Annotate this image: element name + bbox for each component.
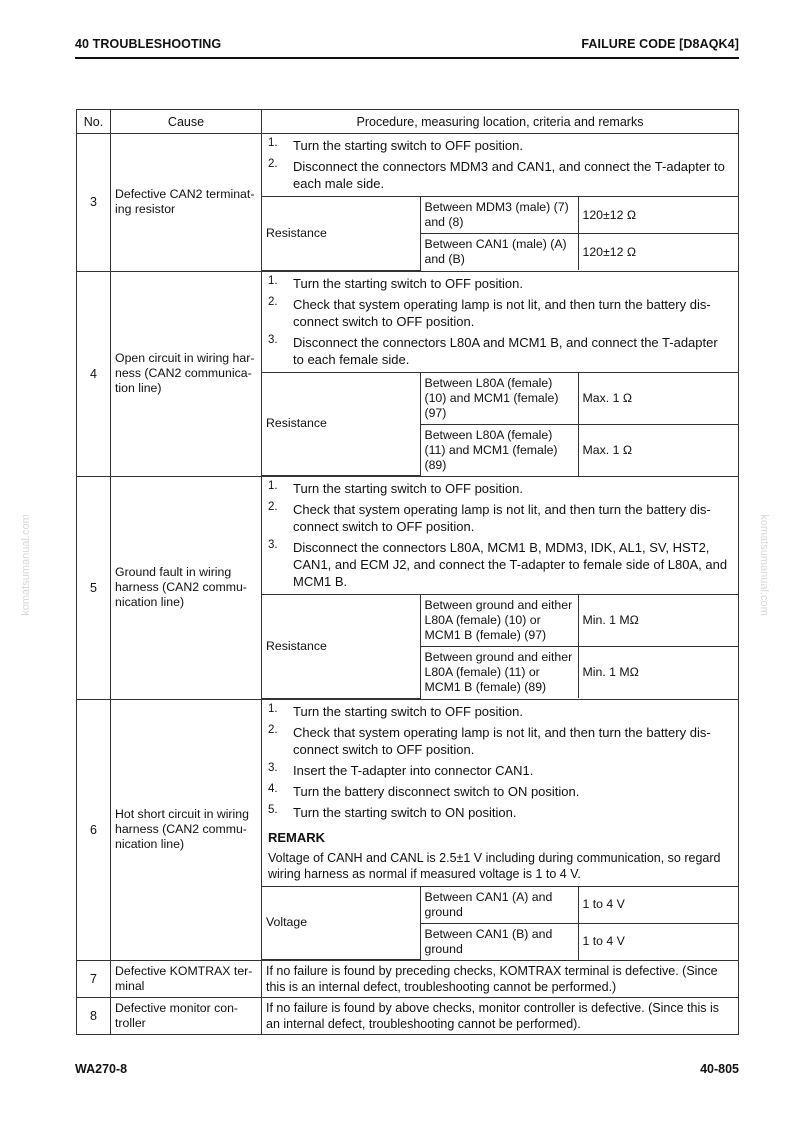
step-number: 3. (268, 761, 278, 774)
row-number: 3 (77, 134, 111, 272)
procedure-step (268, 275, 732, 292)
step-text: Insert the T-adapter into connector CAN1. (293, 762, 534, 778)
step-number: 3. (268, 539, 278, 551)
row-cause: Open circuit in wiring har-ness (CAN2 communica-tion line) (111, 271, 262, 477)
measurement-criteria: 120±12 Ω (578, 234, 738, 271)
table-row (77, 998, 739, 1035)
remark-heading: REMARK (268, 829, 326, 845)
page-number: 40-805 (700, 1062, 739, 1076)
row-cause: Hot short circuit in wiring harness (CAN2 commu-nication line) (111, 699, 262, 961)
step-number: 2. (268, 501, 278, 513)
procedure-step (268, 137, 732, 154)
measurement-label: Voltage (262, 886, 420, 960)
step-number: 1. (268, 480, 278, 492)
step-text: Check that system operating lamp is not lit, and then turn the battery dis-connect switch to OFF position. (293, 296, 711, 329)
step-number: 2. (268, 723, 278, 736)
procedure-step (268, 501, 732, 535)
row-number: 5 (77, 477, 111, 700)
row-procedure (262, 961, 739, 998)
step-number: 4. (268, 782, 278, 795)
measurement-location: Between ground and either L80A (female) (11) or MCM1 B (female) (89) (420, 647, 578, 699)
measurement-criteria: Min. 1 MΩ (578, 595, 738, 647)
column-header-no: No. (77, 110, 111, 134)
step-text: Turn the starting switch to ON position. (293, 804, 517, 820)
measurement-location: Between ground and either L80A (female) (10) or MCM1 B (female) (97) (420, 595, 578, 647)
measurement-label: Resistance (262, 372, 420, 476)
watermark-left: komatsumanual.com (20, 514, 32, 616)
table-row (77, 271, 739, 477)
page-footer (75, 1062, 739, 1076)
measurement-label: Resistance (262, 595, 420, 699)
row-procedure (262, 477, 739, 700)
row-number: 6 (77, 699, 111, 961)
procedure-step (268, 703, 732, 720)
section-title: 40 TROUBLESHOOTING (75, 37, 222, 51)
procedure-step (268, 762, 732, 779)
step-number: 2. (268, 158, 278, 170)
table-row (77, 477, 739, 700)
row-number: 8 (77, 998, 111, 1035)
step-text: Turn the starting switch to OFF position. (293, 703, 523, 719)
table-row (77, 699, 739, 961)
model-number: WA270-8 (75, 1062, 128, 1076)
procedure-step (268, 783, 732, 800)
step-text: Turn the starting switch to OFF position. (293, 481, 523, 496)
procedure-step (268, 480, 732, 497)
failure-code-title: FAILURE CODE [D8AQK4] (581, 37, 739, 51)
measurement-table (262, 886, 738, 961)
measurement-criteria: 120±12 Ω (578, 197, 738, 234)
step-text: Turn the starting switch to OFF position. (293, 138, 523, 153)
watermark-right: komatsumanual.com (758, 514, 770, 616)
row-number: 7 (77, 961, 111, 998)
measurement-table (262, 196, 738, 271)
step-text: Check that system operating lamp is not lit, and then turn the battery dis-connect switch to OFF position. (293, 502, 711, 534)
step-number: 2. (268, 295, 278, 308)
measurement-location: Between L80A (female) (10) and MCM1 (female) (97) (420, 372, 578, 424)
measurement-location: Between CAN1 (B) and ground (420, 923, 578, 960)
step-number: 3. (268, 333, 278, 346)
measurement-criteria: Min. 1 MΩ (578, 647, 738, 699)
row-procedure (262, 998, 739, 1035)
step-number: 1. (268, 137, 278, 149)
procedure-step (268, 158, 732, 192)
step-text: Disconnect the connectors L80A and MCM1 B, and connect the T-adapter to each female side. (293, 334, 718, 367)
row-cause: Defective CAN2 terminat-ing resistor (111, 134, 262, 272)
column-header-cause: Cause (111, 110, 262, 134)
procedure-step (268, 296, 732, 330)
step-text: Turn the starting switch to OFF position. (293, 275, 523, 291)
measurement-table (262, 372, 738, 477)
measurement-location: Between L80A (female) (11) and MCM1 (female) (89) (420, 424, 578, 476)
row-number: 4 (77, 271, 111, 477)
measurement-label: Resistance (262, 197, 420, 271)
row-cause: Ground fault in wiring harness (CAN2 commu-nication line) (111, 477, 262, 700)
measurement-table (262, 594, 738, 699)
step-number: 5. (268, 803, 278, 816)
row-cause: Defective monitor con-troller (111, 998, 262, 1035)
column-header-procedure: Procedure, measuring location, criteria and remarks (262, 110, 739, 134)
measurement-location: Between MDM3 (male) (7) and (8) (420, 197, 578, 234)
measurement-criteria: Max. 1 Ω (578, 424, 738, 476)
row-cause: Defective KOMTRAX ter-minal (111, 961, 262, 998)
remark-text: Voltage of CANH and CANL is 2.5±1 V including during communication, so regard wiring harness as normal if measured voltage is 1 to 4 V. (268, 850, 721, 881)
table-header-row (77, 110, 739, 134)
measurement-criteria: 1 to 4 V (578, 923, 738, 960)
row-procedure (262, 134, 739, 272)
procedure-step (268, 724, 732, 758)
procedure-step (268, 334, 732, 368)
measurement-location: Between CAN1 (male) (A) and (B) (420, 234, 578, 271)
step-text: Check that system operating lamp is not lit, and then turn the battery dis-connect switch to OFF position. (293, 724, 711, 757)
troubleshooting-table (76, 109, 739, 1035)
step-text: Disconnect the connectors L80A, MCM1 B, MDM3, IDK, AL1, SV, HST2, CAN1, and ECM J2, and connect the T-adapter to female side of L80A, and MCM1 B. (293, 540, 728, 589)
table-row (77, 134, 739, 272)
step-text: Turn the battery disconnect switch to ON position. (293, 783, 580, 799)
row-procedure (262, 699, 739, 961)
page-header (75, 37, 739, 59)
step-number: 1. (268, 702, 278, 715)
measurement-criteria: Max. 1 Ω (578, 372, 738, 424)
step-text: Disconnect the connectors MDM3 and CAN1, and connect the T-adapter to each male side. (293, 159, 725, 191)
procedure-text: If no failure is found by above checks, monitor controller is defective. (Since this is an internal defect, troubleshooting cannot be performed). (266, 1001, 719, 1031)
row-procedure (262, 271, 739, 477)
procedure-step (268, 804, 732, 821)
measurement-criteria: 1 to 4 V (578, 886, 738, 923)
procedure-step (268, 539, 732, 590)
measurement-location: Between CAN1 (A) and ground (420, 886, 578, 923)
step-number: 1. (268, 274, 278, 287)
procedure-text: If no failure is found by preceding checks, KOMTRAX terminal is defective. (Since this is an internal defect, troubleshooting cannot be performed.) (266, 964, 718, 994)
table-row (77, 961, 739, 998)
